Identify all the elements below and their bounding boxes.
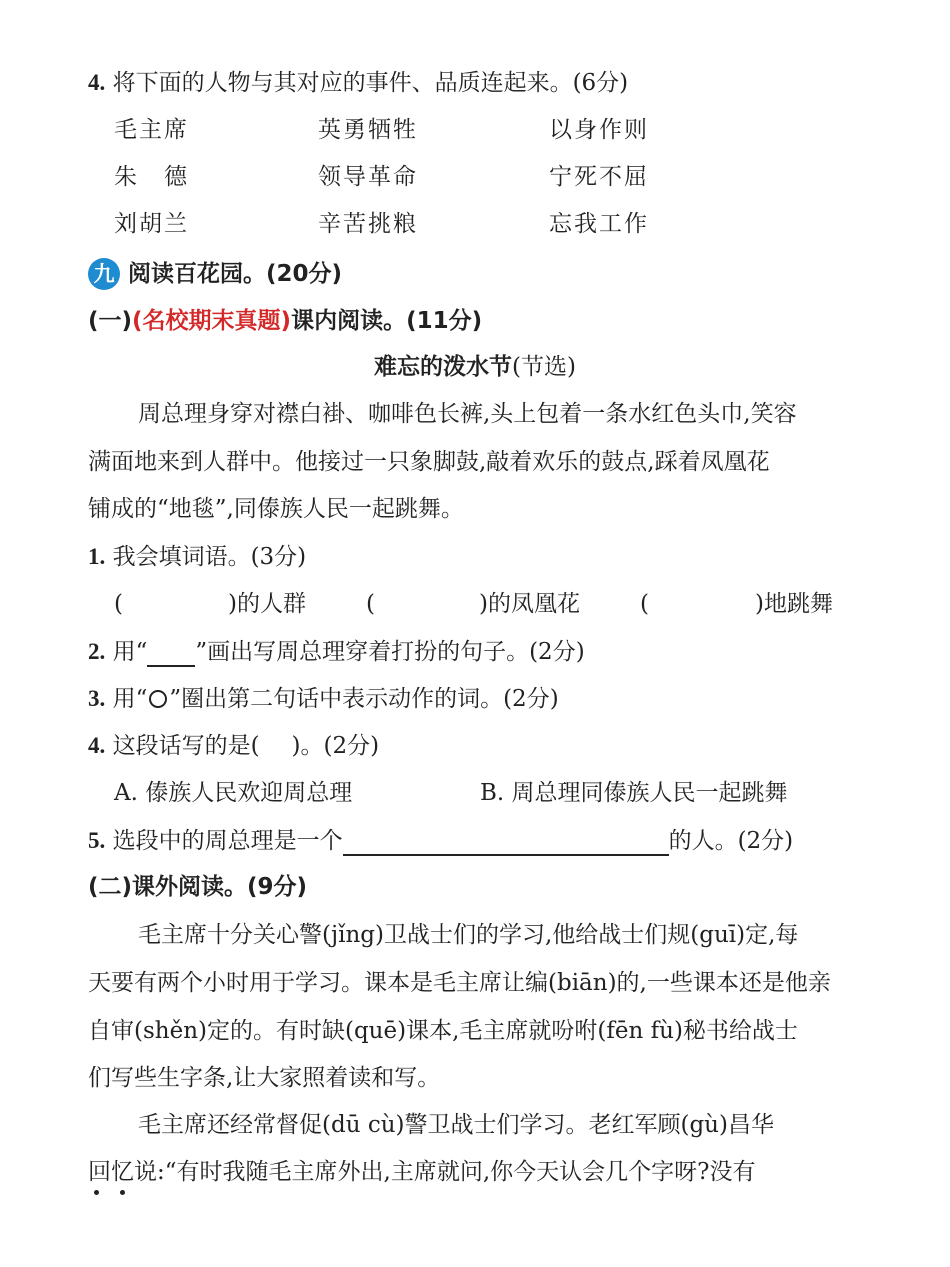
question-1 bbox=[88, 542, 306, 572]
question-text: 将下面的人物与其对应的事件、品质连起来。(6分) bbox=[112, 70, 629, 96]
quality-item: 宁死不屈 bbox=[549, 164, 649, 190]
fill-blank-1-open: ( bbox=[114, 591, 123, 617]
question-4-matching bbox=[88, 68, 628, 98]
question-number: 4. bbox=[88, 70, 106, 95]
event-item: 辛苦挑粮 bbox=[318, 211, 418, 237]
part-2-heading: (二)课外阅读。(9分) bbox=[88, 874, 308, 900]
question-number: 4. bbox=[88, 733, 106, 758]
fill-blank-3-open: ( bbox=[640, 591, 649, 617]
question-number: 2. bbox=[88, 639, 106, 664]
question-text-pre: 用“ bbox=[112, 686, 148, 712]
section-title: 阅读百花园。(20分) bbox=[128, 261, 343, 287]
question-4-choice bbox=[88, 731, 379, 761]
passage-title bbox=[0, 352, 950, 382]
person-item: 朱 德 bbox=[114, 164, 189, 190]
exam-source-tag: (名校期末真题) bbox=[132, 308, 292, 334]
question-number: 3. bbox=[88, 686, 106, 711]
question-text-post: )。(2分) bbox=[291, 733, 380, 759]
part-suffix: 课内阅读。(11分) bbox=[291, 308, 483, 334]
circle-symbol-icon bbox=[149, 690, 167, 708]
question-text-pre: 用“ bbox=[112, 639, 148, 665]
emphasis-dot bbox=[120, 1190, 125, 1195]
part-prefix: (一) bbox=[88, 308, 133, 334]
question-text: 我会填词语。(3分) bbox=[112, 544, 307, 570]
question-text-pre: 这段话写的是( bbox=[112, 733, 260, 759]
section-number-badge: 九 bbox=[88, 258, 120, 290]
fill-blank-1-word: )的人群 bbox=[228, 591, 306, 617]
fill-blank-3-word: )地跳舞 bbox=[755, 591, 833, 617]
passage-title-note: (节选) bbox=[512, 354, 576, 380]
question-number: 1. bbox=[88, 544, 106, 569]
passage-2-line: 毛主席还经常督促(dū cù)警卫战士们学习。老红军顾(gù)昌华 bbox=[138, 1112, 774, 1138]
question-text-post: ”画出写周总理穿着打扮的句子。(2分) bbox=[195, 639, 585, 665]
fill-blank-2-open: ( bbox=[366, 591, 375, 617]
passage-1-line: 铺成的“地毯”,同傣族人民一起跳舞。 bbox=[88, 496, 464, 522]
passage-title-text: 难忘的泼水节 bbox=[374, 354, 513, 380]
person-item: 刘胡兰 bbox=[114, 211, 189, 237]
emphasis-dot bbox=[94, 1190, 99, 1195]
fill-blank-2-word: )的凤凰花 bbox=[479, 591, 580, 617]
question-3 bbox=[88, 684, 559, 714]
question-2 bbox=[88, 637, 585, 667]
option-a: A. 傣族人民欢迎周总理 bbox=[114, 780, 353, 806]
event-item: 英勇牺牲 bbox=[318, 117, 418, 143]
question-text-post: 的人。(2分) bbox=[668, 828, 794, 854]
passage-2-line: 回忆说:“有时我随毛主席外出,主席就问,你今天认会几个字呀?没有 bbox=[88, 1159, 756, 1185]
passage-1-line: 满面地来到人群中。他接过一只象脚鼓,敲着欢乐的鼓点,踩着凤凰花 bbox=[88, 449, 770, 475]
question-5 bbox=[88, 826, 793, 856]
passage-2-line: 们写些生字条,让大家照着读和写。 bbox=[88, 1065, 441, 1091]
question-text-pre: 选段中的周总理是一个 bbox=[112, 828, 343, 854]
event-item: 领导革命 bbox=[318, 164, 418, 190]
question-text-post: ”圈出第二句话中表示动作的词。(2分) bbox=[169, 686, 559, 712]
person-item: 毛主席 bbox=[114, 117, 189, 143]
part-1-heading bbox=[88, 306, 482, 336]
passage-1-line: 周总理身穿对襟白褂、咖啡色长裤,头上包着一条水红色头巾,笑容 bbox=[138, 401, 797, 427]
quality-item: 忘我工作 bbox=[549, 211, 649, 237]
passage-2-line: 自审(shěn)定的。有时缺(quē)课本,毛主席就吩咐(fēn fù)秘书给战士 bbox=[88, 1018, 798, 1044]
passage-2-line: 毛主席十分关心警(jǐng)卫战士们的学习,他给战士们规(guī)定,每 bbox=[138, 922, 799, 948]
passage-2-line: 天要有两个小时用于学习。课本是毛主席让编(biān)的,一些课本还是他亲 bbox=[88, 970, 831, 996]
quality-item: 以身作则 bbox=[549, 117, 649, 143]
option-b: B. 周总理同傣族人民一起跳舞 bbox=[480, 780, 788, 806]
answer-line bbox=[343, 830, 669, 856]
question-number: 5. bbox=[88, 828, 106, 853]
underline-symbol bbox=[147, 643, 195, 667]
